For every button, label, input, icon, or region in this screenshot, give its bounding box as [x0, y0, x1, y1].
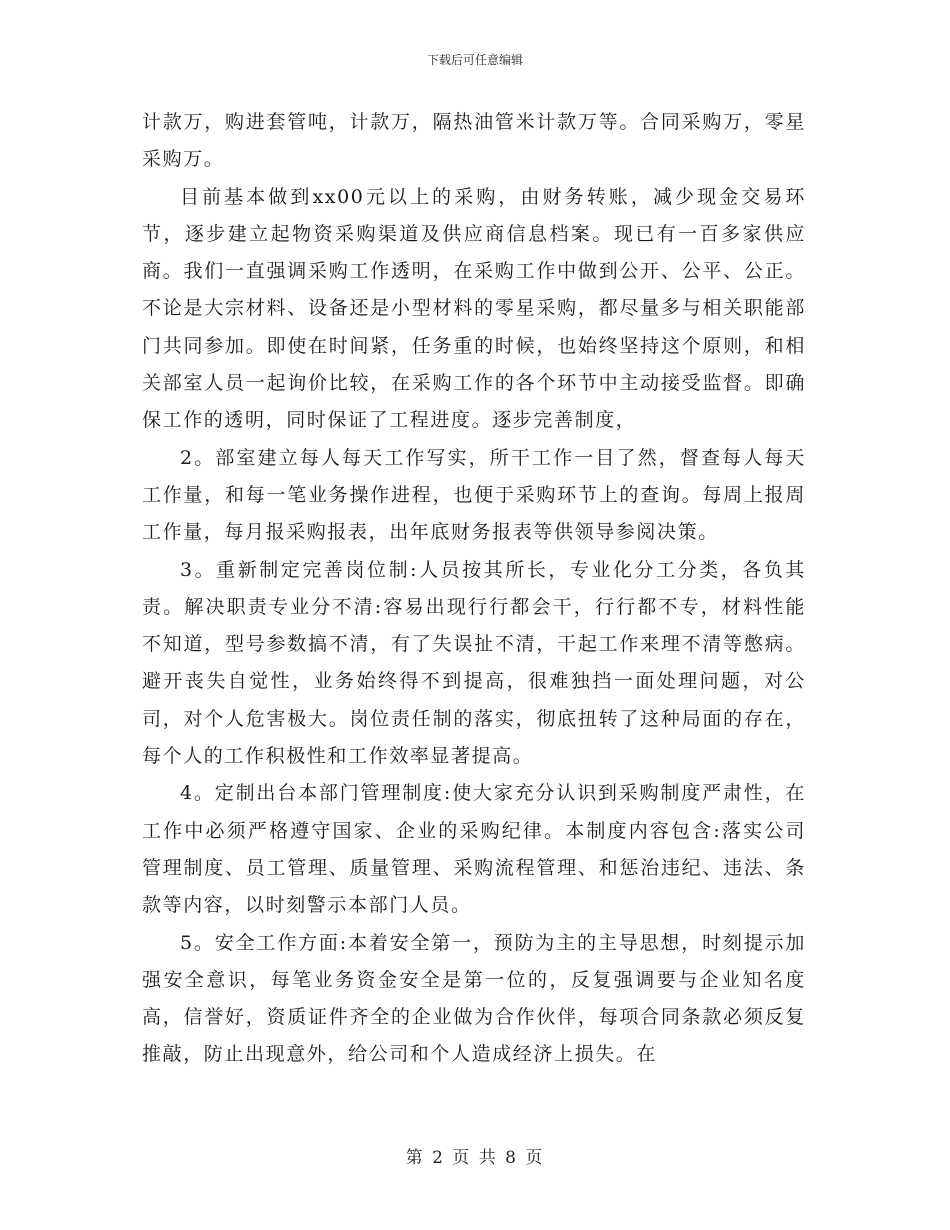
paragraph-2: 目前基本做到xx00元以上的采购，由财务转账，减少现金交易环节，逐步建立起物资采购渠道及供应商信息档案。现已有一百多家供应商。我们一直强调采购工作透明，在采购工作中做到公开、公平、公正。不论是大宗材料、设备还是小型材料的零星采购，都尽量多与相关职能部门共同参加。即使在时间紧，任务重的时候，也始终坚持这个原则，和相关部室人员一起询价比较，在采购工作的各个环节中主动接受监督。即确保工作的透明，同时保证了工程进度。逐步完善制度，	[142, 185, 806, 432]
paragraph-4: 3。重新制定完善岗位制:人员按其所长，专业化分工分类，各负其责。解决职责专业分不清:容易出现行行都会干，行行都不专，材料性能不知道，型号参数搞不清，有了失误扯不清，干起工作来理不清等憋病。避开丧失自觉性，业务始终得不到提高，很难独挡一面处理问题，对公司，对个人危害极大。岗位责任制的落实，彻底扭转了这种局面的存在，每个人的工作积极性和工作效率显著提高。	[142, 558, 806, 768]
paragraph-6: 5。安全工作方面:本着安全第一，预防为主的主导思想，时刻提示加强安全意识，每笔业务资金安全是第一位的，反复强调要与企业知名度高，信誉好，资质证件齐全的企业做为合作伙伴，每项合同条款必须反复推敲，防止出现意外，给公司和个人造成经济上损失。在	[142, 931, 806, 1066]
page-header: 下载后可任意编辑	[426, 53, 523, 67]
paragraph-5: 4。定制出台本部门管理制度:使大家充分认识到采购制度严肃性，在工作中必须严格遵守国家、企业的采购纪律。本制度内容包含:落实公司管理制度、员工管理、质量管理、采购流程管理、和惩治违纪、违法、条款等内容，以时刻警示本部门人员。	[142, 782, 806, 917]
page-footer: 第 2 页 共 8 页	[405, 1148, 545, 1168]
paragraph-1: 计款万，购进套管吨，计款万，隔热油管米计款万等。合同采购万，零星采购万。	[142, 111, 806, 171]
paragraph-3: 2。部室建立每人每天工作写实，所干工作一目了然，督查每人每天工作量，和每一笔业务操作进程，也便于采购环节上的查询。每周上报周工作量，每月报采购报表，出年底财务报表等供领导参阅决策。	[142, 446, 806, 544]
document-body	[142, 104, 806, 1074]
